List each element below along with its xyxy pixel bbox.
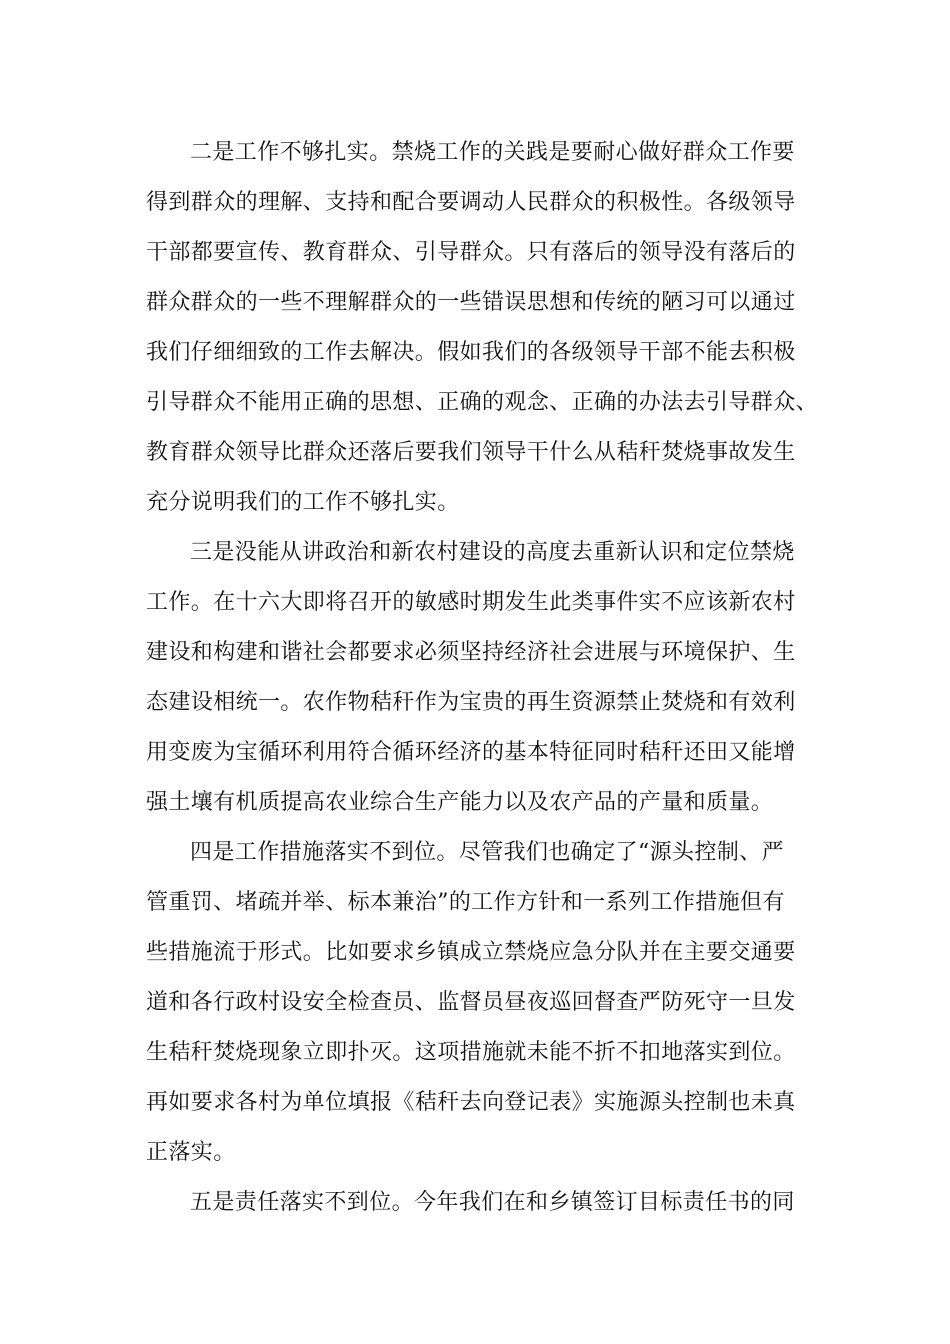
paragraph-2-line-4: 群众群众的一些不理解群众的一些错误思想和传统的陋习可以通过: [146, 290, 796, 315]
paragraph-4-line-5: 生秸秆焚烧现象立即扑灭。这项措施就未能不折不扣地落实到位。: [146, 1040, 796, 1065]
paragraph-2-line-1: 二是工作不够扎实。禁烧工作的关践是要耐心做好群众工作要: [190, 140, 795, 165]
paragraph-2-line-6: 引导群众不能用正确的思想、正确的观念、正确的办法去引导群众、: [146, 390, 819, 415]
paragraph-2-line-7: 教育群众领导比群众还落后要我们领导干什么从秸秆焚烧事故发生: [146, 440, 796, 465]
paragraph-4-line-1: 四是工作措施落实不到位。尽管我们也确定了“源头控制、严: [190, 840, 785, 865]
paragraph-4-line-2: 管重罚、堵疏并举、标本兼治”的工作方针和一系列工作措施但有: [146, 890, 785, 915]
paragraph-2-line-5: 我们仔细细致的工作去解决。假如我们的各级领导干部不能去积极: [146, 340, 796, 365]
paragraph-2-line-8: 充分说明我们的工作不够扎实。: [146, 490, 460, 515]
paragraph-3-line-4: 态建设相统一。农作物秸秆作为宝贵的再生资源禁止焚烧和有效利: [146, 690, 796, 715]
paragraph-4-line-6: 再如要求各村为单位填报《秸秆去向登记表》实施源头控制也未真: [146, 1090, 796, 1115]
paragraph-3-line-5: 用变废为宝循环利用符合循环经济的基本特征同时秸秆还田又能增: [146, 740, 796, 765]
paragraph-3-line-3: 建设和构建和谐社会都要求必须坚持经济社会进展与环境保护、生: [146, 640, 796, 665]
paragraph-2-line-2: 得到群众的理解、支持和配合要调动人民群众的积极性。各级领导: [146, 190, 796, 215]
paragraph-3-line-6: 强土壤有机质提高农业综合生产能力以及农产品的产量和质量。: [146, 790, 774, 815]
paragraph-4-line-3: 些措施流于形式。比如要求乡镇成立禁烧应急分队并在主要交通要: [146, 940, 796, 965]
paragraph-4-line-7: 正落实。: [146, 1140, 236, 1165]
paragraph-3-line-1: 三是没能从讲政治和新农村建设的高度去重新认识和定位禁烧: [190, 540, 795, 565]
document-body: [146, 128, 826, 1228]
paragraph-3-line-2: 工作。在十六大即将召开的敏感时期发生此类事件实不应该新农村: [146, 590, 796, 615]
paragraph-4-line-4: 道和各行政村设安全检查员、监督员昼夜巡回督查严防死守一旦发: [146, 990, 796, 1015]
paragraph-2-line-3: 干部都要宣传、教育群众、引导群众。只有落后的领导没有落后的: [146, 240, 796, 265]
paragraph-5-line-1: 五是责任落实不到位。今年我们在和乡镇签订目标责任书的同: [190, 1190, 795, 1215]
